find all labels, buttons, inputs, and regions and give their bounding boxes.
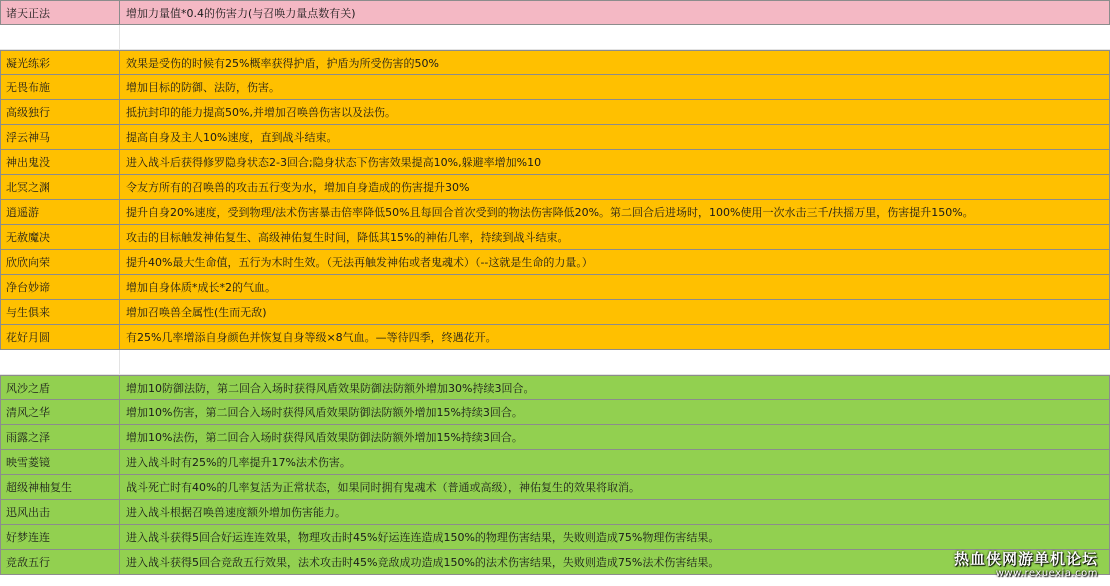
table-row	[0, 175, 1110, 200]
table-row	[0, 0, 1110, 25]
table-row	[0, 275, 1110, 300]
skill-desc-cell[interactable]: 提升自身20%速度，受到物理/法术伤害暴击倍率降低50%且每回合首次受到的物法伤害降低20%。第二回合后进场时，100%使用一次水击三千/扶摇万里，伤害提升150%。	[120, 200, 1110, 225]
blank-row	[0, 350, 1110, 375]
skill-desc-cell[interactable]: 进入战斗后获得修罗隐身状态2-3回合;隐身状态下伤害效果提高10%,躲避率增加%10	[120, 150, 1110, 175]
skill-name-cell[interactable]: 诸天正法	[0, 0, 120, 25]
blank-row	[0, 25, 1110, 50]
watermark-title: 热血侠网游单机论坛	[953, 550, 1098, 568]
skill-desc-cell[interactable]: 令友方所有的召唤兽的攻击五行变为水，增加自身造成的伤害提升30%	[120, 175, 1110, 200]
table-row	[0, 425, 1110, 450]
table-row	[0, 125, 1110, 150]
skill-desc-cell[interactable]: 进入战斗根据召唤兽速度额外增加伤害能力。	[120, 500, 1110, 525]
skill-name-cell[interactable]: 高级独行	[0, 100, 120, 125]
skill-name-cell[interactable]: 逍遥游	[0, 200, 120, 225]
table-row	[0, 75, 1110, 100]
skill-name-cell[interactable]: 迅风出击	[0, 500, 120, 525]
skill-desc-cell[interactable]: 进入战斗获得5回合好运连连效果，物理攻击时45%好运连连造成150%的物理伤害结果，失败则造成75%物理伤害结果。	[120, 525, 1110, 550]
skill-desc-cell[interactable]: 增加目标的防御、法防，伤害。	[120, 75, 1110, 100]
skill-name-cell[interactable]: 好梦连连	[0, 525, 120, 550]
skill-name-cell[interactable]: 无赦魔决	[0, 225, 120, 250]
skill-name-cell[interactable]: 与生俱来	[0, 300, 120, 325]
skill-name-cell[interactable]: 浮云神马	[0, 125, 120, 150]
table-row	[0, 525, 1110, 550]
skill-desc-cell[interactable]: 进入战斗获得5回合竞敌五行效果，法术攻击时45%竞敌成功造成150%的法术伤害结果，失败则造成75%法术伤害结果。	[120, 550, 1110, 575]
table-row	[0, 150, 1110, 175]
table-row	[0, 375, 1110, 400]
skill-name-cell[interactable]: 竞敌五行	[0, 550, 120, 575]
skill-desc-cell[interactable]: 增加10防御法防，第二回合入场时获得风盾效果防御法防额外增加30%持续3回合。	[120, 375, 1110, 400]
skill-desc-cell[interactable]: 提升40%最大生命值，五行为木时生效。（无法再触发神佑或者鬼魂术）（--这就是生命的力量。）	[120, 250, 1110, 275]
table-row	[0, 50, 1110, 75]
table-row	[0, 300, 1110, 325]
skill-name-cell[interactable]: 神出鬼没	[0, 150, 120, 175]
skill-desc-cell[interactable]: 增加10%法伤，第二回合入场时获得风盾效果防御法防额外增加15%持续3回合。	[120, 425, 1110, 450]
skill-desc-cell[interactable]: 增加力量值*0.4的伤害力(与召唤力量点数有关)	[120, 0, 1110, 25]
table-row	[0, 200, 1110, 225]
table-row	[0, 400, 1110, 425]
table-row	[0, 100, 1110, 125]
orange-skill-group	[0, 50, 1110, 350]
skill-desc-cell[interactable]: 增加召唤兽全属性(生而无敌)	[120, 300, 1110, 325]
skill-name-cell[interactable]: 雨露之泽	[0, 425, 120, 450]
table-row	[0, 325, 1110, 350]
table-row	[0, 550, 1110, 575]
site-watermark	[954, 551, 1098, 580]
table-row	[0, 500, 1110, 525]
skill-desc-cell[interactable]: 增加10%伤害，第二回合入场时获得风盾效果防御法防额外增加15%持续3回合。	[120, 400, 1110, 425]
skill-desc-cell[interactable]: 战斗死亡时有40%的几率复活为正常状态，如果同时拥有鬼魂术（普通或高级），神佑复生的效果将取消。	[120, 475, 1110, 500]
table-row	[0, 225, 1110, 250]
skill-name-cell[interactable]: 净台妙谛	[0, 275, 120, 300]
skill-desc-cell[interactable]: 效果是受伤的时候有25%概率获得护盾，护盾为所受伤害的50%	[120, 50, 1110, 75]
watermark-url: www.rexuexia.com	[995, 568, 1098, 579]
skill-name-cell[interactable]: 花好月圆	[0, 325, 120, 350]
skill-desc-cell[interactable]: 抵抗封印的能力提高50%,并增加召唤兽伤害以及法伤。	[120, 100, 1110, 125]
skill-desc-cell[interactable]: 进入战斗时有25%的几率提升17%法术伤害。	[120, 450, 1110, 475]
skill-name-cell[interactable]: 映雪菱镜	[0, 450, 120, 475]
skill-desc-cell[interactable]: 有25%几率增添自身颜色并恢复自身等级×8气血。—等待四季，终遇花开。	[120, 325, 1110, 350]
skill-name-cell[interactable]: 北冥之渊	[0, 175, 120, 200]
skill-name-cell[interactable]: 风沙之盾	[0, 375, 120, 400]
skill-desc-cell[interactable]: 提高自身及主人10%速度，直到战斗结束。	[120, 125, 1110, 150]
table-row	[0, 475, 1110, 500]
skill-desc-cell[interactable]: 攻击的目标触发神佑复生、高级神佑复生时间，降低其15%的神佑几率，持续到战斗结束。	[120, 225, 1110, 250]
table-row	[0, 250, 1110, 275]
skill-name-cell[interactable]: 凝光练彩	[0, 50, 120, 75]
green-skill-group	[0, 375, 1110, 575]
skill-desc-cell[interactable]: 增加自身体质*成长*2的气血。	[120, 275, 1110, 300]
skill-name-cell[interactable]: 欣欣向荣	[0, 250, 120, 275]
table-row	[0, 450, 1110, 475]
skill-name-cell[interactable]: 超级神柚复生	[0, 475, 120, 500]
skill-name-cell[interactable]: 清风之华	[0, 400, 120, 425]
skill-name-cell[interactable]: 无畏布施	[0, 75, 120, 100]
